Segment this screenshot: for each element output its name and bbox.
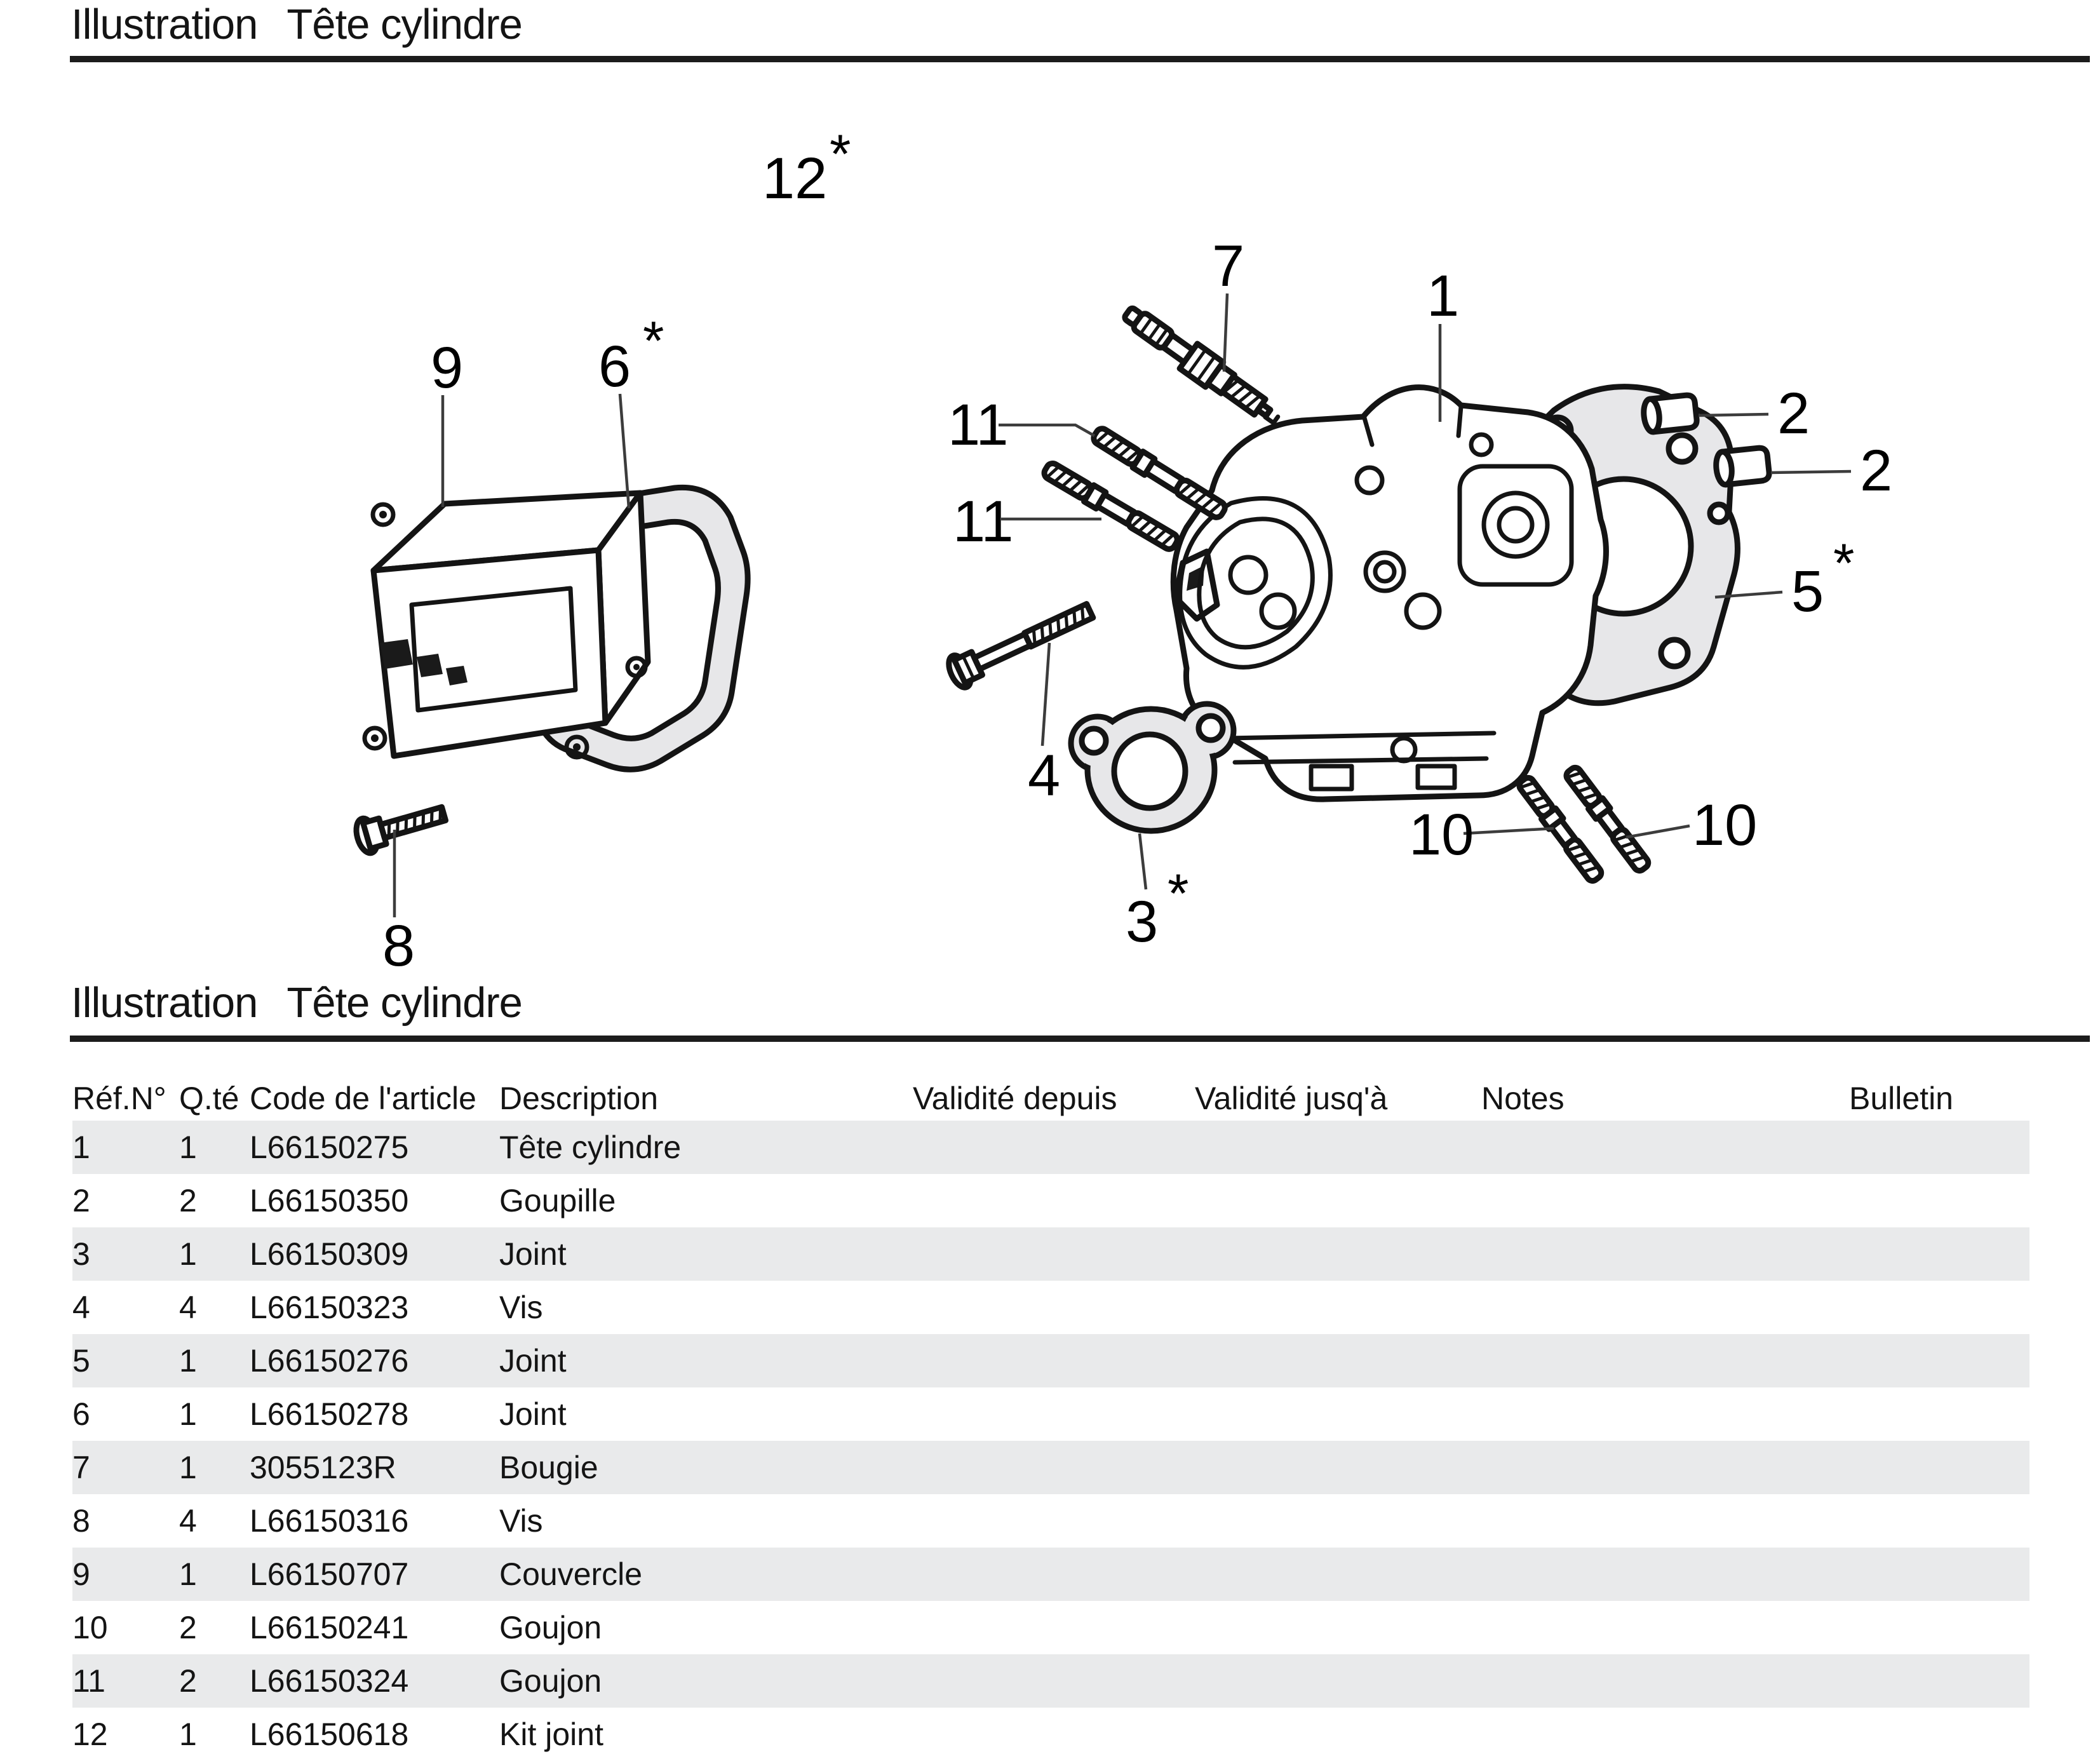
cell-code: L66150276 bbox=[250, 1343, 409, 1379]
cell-notes bbox=[1481, 1708, 1849, 1761]
table-section-title bbox=[71, 980, 522, 1027]
col-notes: Notes bbox=[1481, 1081, 1565, 1116]
cell-description: Goujon bbox=[499, 1610, 602, 1645]
cell-qty: 1 bbox=[179, 1717, 197, 1752]
cell-qty: 4 bbox=[179, 1503, 197, 1539]
col-description: Description bbox=[499, 1081, 659, 1116]
cell-valid-from bbox=[913, 1601, 1195, 1654]
dowel-pin-part bbox=[1714, 447, 1770, 485]
cell-bulletin bbox=[1849, 1281, 2029, 1334]
cell-code: L66150350 bbox=[250, 1183, 409, 1218]
cell-ref: 2 bbox=[72, 1183, 90, 1218]
callout-12: 12 bbox=[762, 146, 828, 211]
valve-cover-part bbox=[365, 493, 648, 757]
callout-6: 6 bbox=[598, 334, 631, 399]
cell-description: Bougie bbox=[499, 1450, 598, 1485]
cell-description: Joint bbox=[499, 1343, 567, 1379]
cell-notes bbox=[1481, 1334, 1849, 1387]
cell-notes bbox=[1481, 1494, 1849, 1548]
table-title-section: Illustration bbox=[71, 979, 258, 1027]
cell-valid-to bbox=[1195, 1334, 1481, 1387]
callout-11b: 11 bbox=[953, 489, 1014, 554]
cell-bulletin bbox=[1849, 1654, 2029, 1708]
col-code: Code de l'article bbox=[250, 1081, 476, 1116]
cell-bulletin bbox=[1849, 1601, 2029, 1654]
cell-valid-from bbox=[913, 1334, 1195, 1387]
cell-qty: 1 bbox=[179, 1396, 197, 1432]
cell-valid-from bbox=[913, 1708, 1195, 1761]
cell-valid-from bbox=[913, 1121, 1195, 1174]
table-row bbox=[72, 1334, 2029, 1387]
dowel-pin-part bbox=[1642, 395, 1697, 433]
cell-valid-from bbox=[913, 1387, 1195, 1441]
cell-valid-from bbox=[913, 1281, 1195, 1334]
col-valid-from: Validité depuis bbox=[913, 1081, 1117, 1116]
col-bulletin: Bulletin bbox=[1849, 1081, 1953, 1116]
cell-notes bbox=[1481, 1121, 1849, 1174]
cell-qty: 1 bbox=[179, 1130, 197, 1165]
head-bolt-part bbox=[945, 595, 1097, 691]
callout-10b: 10 bbox=[1692, 793, 1758, 858]
cell-qty: 1 bbox=[179, 1556, 197, 1592]
callout-2a: 2 bbox=[1777, 381, 1810, 446]
cell-description: Goupille bbox=[499, 1183, 616, 1218]
cell-valid-to bbox=[1195, 1121, 1481, 1174]
cell-bulletin bbox=[1849, 1494, 2029, 1548]
cell-ref: 10 bbox=[72, 1610, 108, 1645]
cell-valid-to bbox=[1195, 1174, 1481, 1227]
cell-bulletin bbox=[1849, 1548, 2029, 1601]
cell-ref: 8 bbox=[72, 1503, 90, 1539]
page-title-section: Illustration bbox=[71, 1, 258, 48]
cell-valid-to bbox=[1195, 1601, 1481, 1654]
cell-notes bbox=[1481, 1548, 1849, 1601]
cell-description: Joint bbox=[499, 1236, 567, 1272]
cell-notes bbox=[1481, 1441, 1849, 1494]
asterisk-mark: * bbox=[1833, 533, 1855, 594]
callout-10a: 10 bbox=[1409, 802, 1474, 867]
cell-code: L66150618 bbox=[250, 1717, 409, 1752]
table-row bbox=[72, 1281, 2029, 1334]
cell-notes bbox=[1481, 1387, 1849, 1441]
parts-table bbox=[72, 1076, 2029, 1761]
cell-bulletin bbox=[1849, 1174, 2029, 1227]
cell-ref: 9 bbox=[72, 1556, 90, 1592]
cell-bulletin bbox=[1849, 1441, 2029, 1494]
cell-qty: 1 bbox=[179, 1236, 197, 1272]
cell-qty: 1 bbox=[179, 1450, 197, 1485]
asterisk-mark: * bbox=[643, 311, 664, 372]
cell-ref: 6 bbox=[72, 1396, 90, 1432]
callout-9: 9 bbox=[431, 335, 464, 400]
table-row bbox=[72, 1601, 2029, 1654]
cell-bulletin bbox=[1849, 1227, 2029, 1281]
page-title-part: Tête cylindre bbox=[286, 1, 522, 48]
cell-description: Couvercle bbox=[499, 1556, 643, 1592]
cell-valid-to bbox=[1195, 1708, 1481, 1761]
table-row bbox=[72, 1174, 2029, 1227]
table-row bbox=[72, 1387, 2029, 1441]
cell-valid-to bbox=[1195, 1387, 1481, 1441]
callout-8: 8 bbox=[382, 914, 415, 978]
cell-bulletin bbox=[1849, 1387, 2029, 1441]
header-row bbox=[72, 1076, 2029, 1121]
cell-ref: 11 bbox=[72, 1663, 105, 1699]
table-row bbox=[72, 1441, 2029, 1494]
cell-code: L66150323 bbox=[250, 1290, 409, 1325]
cell-description: Goujon bbox=[499, 1663, 602, 1699]
cell-qty: 4 bbox=[179, 1290, 197, 1325]
cell-qty: 2 bbox=[179, 1183, 197, 1218]
callout-5: 5 bbox=[1791, 559, 1824, 624]
callout-1: 1 bbox=[1427, 264, 1460, 328]
asterisk-mark: * bbox=[1168, 863, 1189, 924]
cell-code: L66150324 bbox=[250, 1663, 409, 1699]
spark-plug-part bbox=[1119, 300, 1285, 431]
cell-description: Vis bbox=[499, 1503, 543, 1539]
cell-code: L66150316 bbox=[250, 1503, 409, 1539]
cell-valid-to bbox=[1195, 1494, 1481, 1548]
cover-screw-part bbox=[353, 797, 448, 856]
cell-valid-from bbox=[913, 1174, 1195, 1227]
table-row bbox=[72, 1548, 2029, 1601]
cell-code: L66150309 bbox=[250, 1236, 409, 1272]
cell-code: 3055123R bbox=[250, 1450, 396, 1485]
exhaust-gasket-part bbox=[1071, 704, 1234, 831]
cell-valid-to bbox=[1195, 1441, 1481, 1494]
table-row bbox=[72, 1494, 2029, 1548]
cell-qty: 1 bbox=[179, 1343, 197, 1379]
cell-code: L66150241 bbox=[250, 1610, 409, 1645]
table-title-rule bbox=[70, 1036, 2090, 1042]
cell-bulletin bbox=[1849, 1708, 2029, 1761]
table-row bbox=[72, 1227, 2029, 1281]
cell-code: L66150707 bbox=[250, 1556, 409, 1592]
cell-code: L66150275 bbox=[250, 1130, 409, 1165]
cell-notes bbox=[1481, 1227, 1849, 1281]
cell-notes bbox=[1481, 1281, 1849, 1334]
cell-valid-from bbox=[913, 1494, 1195, 1548]
callout-7: 7 bbox=[1212, 234, 1245, 299]
callout-4: 4 bbox=[1028, 743, 1061, 808]
col-qty: Q.té bbox=[179, 1081, 239, 1116]
cell-qty: 2 bbox=[179, 1610, 197, 1645]
cell-valid-from bbox=[913, 1441, 1195, 1494]
cell-ref: 5 bbox=[72, 1343, 90, 1379]
cell-valid-from bbox=[913, 1227, 1195, 1281]
col-valid-to: Validité jusq'à bbox=[1195, 1081, 1388, 1116]
cell-description: Tête cylindre bbox=[499, 1130, 682, 1165]
cell-valid-from bbox=[913, 1654, 1195, 1708]
cell-description: Vis bbox=[499, 1290, 543, 1325]
cell-description: Joint bbox=[499, 1396, 567, 1432]
callout-3: 3 bbox=[1126, 889, 1159, 954]
callout-11a: 11 bbox=[948, 393, 1009, 457]
cell-ref: 1 bbox=[72, 1130, 90, 1165]
cylinder-head-part bbox=[1173, 388, 1606, 800]
table-title-part: Tête cylindre bbox=[286, 979, 522, 1027]
cell-notes bbox=[1481, 1654, 1849, 1708]
table-row bbox=[72, 1121, 2029, 1174]
cell-valid-to bbox=[1195, 1654, 1481, 1708]
cell-ref: 7 bbox=[72, 1450, 90, 1485]
cell-valid-to bbox=[1195, 1281, 1481, 1334]
asterisk-mark: * bbox=[830, 124, 851, 185]
cell-notes bbox=[1481, 1601, 1849, 1654]
cell-valid-from bbox=[913, 1548, 1195, 1601]
cell-ref: 3 bbox=[72, 1236, 90, 1272]
cell-ref: 12 bbox=[72, 1717, 108, 1752]
cell-description: Kit joint bbox=[499, 1717, 603, 1752]
cell-bulletin bbox=[1849, 1334, 2029, 1387]
table-row bbox=[72, 1654, 2029, 1708]
cell-ref: 4 bbox=[72, 1290, 90, 1325]
table-row bbox=[72, 1708, 2029, 1761]
cell-bulletin bbox=[1849, 1121, 2029, 1174]
cell-valid-to bbox=[1195, 1227, 1481, 1281]
cell-notes bbox=[1481, 1174, 1849, 1227]
col-ref: Réf.N° bbox=[72, 1081, 166, 1116]
cell-code: L66150278 bbox=[250, 1396, 409, 1432]
callout-2b: 2 bbox=[1860, 438, 1893, 503]
cell-valid-to bbox=[1195, 1548, 1481, 1601]
parts-table-header bbox=[72, 1076, 2029, 1121]
cell-qty: 2 bbox=[179, 1663, 197, 1699]
